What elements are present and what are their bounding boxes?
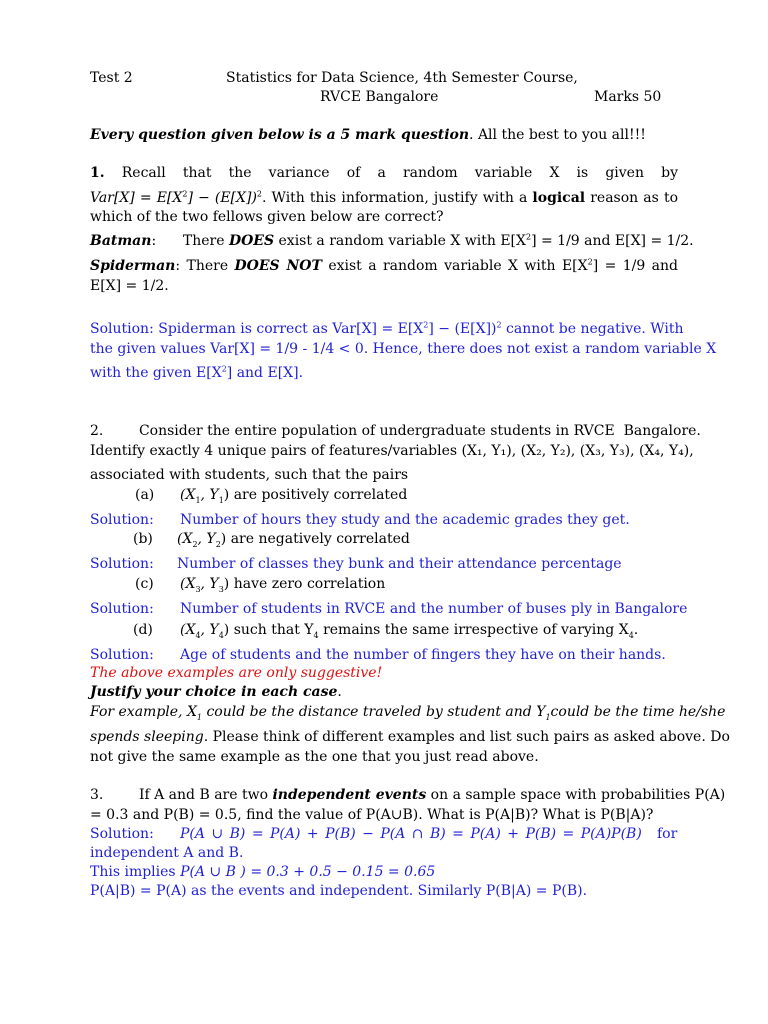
q1-batman: Batman: There DOES exist a random variable X with $E[X^2] = 1/9$ and E[X] = 1/2. xyxy=(90,232,694,249)
justify-line: Justify your choice in each case. xyxy=(90,684,342,700)
q1-spiderman: Spiderman: There DOES NOT exist a random variable X with $E[X^2] = 1/9$ and xyxy=(90,257,678,274)
batman-c: ] = 1/9 and E[X] = 1/2. xyxy=(531,233,694,249)
spider-c: ] = 1/9 and xyxy=(592,258,678,274)
q1-line1 xyxy=(90,164,678,182)
example-line1: For example, $X_1$ could be the distance traveled by student and $Y_1could$ be the time he/she xyxy=(90,704,726,722)
q3-line1: 3. If A and B are two independent events on a sample space with probabilities P(A) xyxy=(90,787,726,803)
spider-does-not: DOES NOT xyxy=(234,258,322,274)
q2c-solution-label: Solution: xyxy=(90,601,154,617)
q1-solution-line1: Solution: Spiderman is correct as $Var[X] = E[X^2] - (E[X])^2$ cannot be negative. With xyxy=(90,320,684,337)
q1-sol-l3a: with the given E[X xyxy=(90,365,222,381)
spider-b: exist a random variable X with E[X xyxy=(321,258,588,274)
batman-a: : There xyxy=(151,233,229,249)
suggestive-note: The above examples are only suggestive! xyxy=(90,665,383,681)
q3-solution-equation: P(A ∪ B) = P(A) + P(B) − P(A ∩ B) = P(A) + P(B) = P(A)P(B) xyxy=(180,826,642,842)
q3-solution-for: for xyxy=(657,826,678,842)
q2a-label: (a) xyxy=(135,487,155,503)
q1-eq-b: ] − (E[X]) xyxy=(187,190,257,206)
q2a-text: ($X_1$, $Y_1$) are positively correlated xyxy=(180,487,408,505)
q1-line2-c: . With this information, justify with a xyxy=(262,190,528,206)
q1-sol-c: cannot be negative. With xyxy=(501,321,684,337)
q1-sol-b: ] − (E[X]) xyxy=(428,321,497,337)
q2a-solution-label: Solution: xyxy=(90,512,154,528)
batman-name: Batman xyxy=(90,233,152,249)
q1-number: 1. xyxy=(90,165,105,181)
q1-sol-l3b: ] and E[X]. xyxy=(226,365,304,381)
q3-line2: = 0.3 and P(B) = 0.5, find the value of P(A∪B). What is P(A|B)? What is P(B|A)? xyxy=(90,807,654,823)
q3-solution-line3: This implies P(A ∪ B ) = 0.3 + 0.5 − 0.15 = 0.65 xyxy=(90,864,436,880)
q1-line2: $Var[X] = E[X^2] - (E[X])^2$. With this information, justify with a logical reason as to xyxy=(90,189,678,206)
q2-line3: associated with students, such that the pairs xyxy=(90,467,409,483)
q2b-solution-label: Solution: xyxy=(90,556,154,572)
q3-solution-label: Solution: xyxy=(90,826,154,842)
intro-bold: Every question given below is a 5 mark question xyxy=(90,127,470,143)
q2a-solution: Number of hours they study and the academic grades they get. xyxy=(180,512,630,528)
spider-a: : There xyxy=(175,258,235,274)
q3-solution-line2: independent A and B. xyxy=(90,845,244,861)
q2c-text: ($X_3$, $Y_3$) have zero correlation xyxy=(180,576,386,594)
q1-solution-line2: the given values Var[X] = 1/9 - 1/4 < 0. Hence, there does not exist a random variable X xyxy=(90,341,717,357)
q1-eq-a: Var[X] = E[X xyxy=(90,190,183,206)
batman-does: DOES xyxy=(228,233,275,249)
q2b-text: ($X_2$, $Y_2$) are negatively correlated xyxy=(177,531,410,549)
q1-sol-a: Solution: Spiderman is correct as Var[X] = E[X xyxy=(90,321,424,337)
spiderman-name: Spiderman xyxy=(90,258,176,274)
q2b-solution: Number of classes they bunk and their attendance percentage xyxy=(177,556,622,572)
q2d-text: ($X_4$, $Y_4$) such that $Y_4$ remains the same irrespective of varying $X_4$. xyxy=(180,622,639,640)
q1-line2-d: reason as to xyxy=(590,190,678,206)
q1-logical: logical xyxy=(532,190,586,206)
q2d-label: (d) xyxy=(133,622,153,638)
q2d-solution-label: Solution: xyxy=(90,647,154,663)
q2b-label: (b) xyxy=(133,531,153,547)
q1-line1-text: Recall that the variance of a random variable X is given by xyxy=(121,165,678,181)
q1-line3: which of the two fellows given below are correct? xyxy=(90,209,444,225)
marks-label: Marks 50 xyxy=(594,89,662,105)
intro-rest: . All the best to you all!!! xyxy=(469,127,646,143)
q1-spiderman-line2: E[X] = 1/2. xyxy=(90,278,169,294)
example-line2: spends sleeping. Please think of different examples and list such pairs as asked above. Do xyxy=(90,729,730,745)
q2d-solution: Age of students and the number of fingers they have on their hands. xyxy=(180,647,666,663)
q2c-label: (c) xyxy=(135,576,154,592)
q1-solution-line3: with the given $E[X^2]$ and E[X]. xyxy=(90,364,304,381)
q2c-solution: Number of students in RVCE and the number of buses ply in Bangalore xyxy=(180,601,688,617)
course-title: Statistics for Data Science, 4th Semester Course, xyxy=(226,70,578,86)
batman-b: exist a random variable X with E[X xyxy=(274,233,526,249)
q2-line1: 2. Consider the entire population of undergraduate students in RVCE Bangalore. xyxy=(90,423,701,439)
q2-line2: Identify exactly 4 unique pairs of features/variables (X₁, Y₁), (X₂, Y₂), (X₃, Y₃), (X₄, Y₄), xyxy=(90,443,694,459)
intro-line xyxy=(90,126,678,144)
q3-solution-line4: P(A|B) = P(A) as the events and independent. Similarly P(B|A) = P(B). xyxy=(90,883,588,899)
test-label: Test 2 xyxy=(90,70,133,86)
institution: RVCE Bangalore xyxy=(320,89,439,105)
example-line3: not give the same example as the one that you just read above. xyxy=(90,749,539,765)
